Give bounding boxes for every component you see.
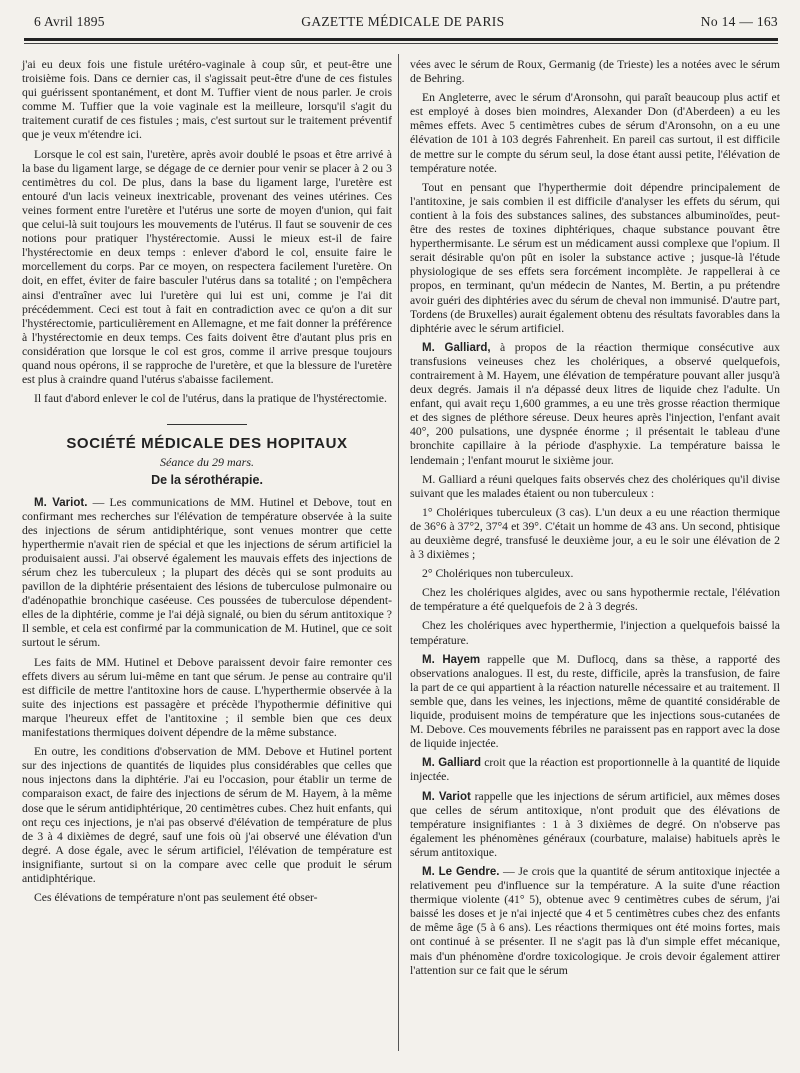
paragraph: Ces élévations de température n'ont pas seulement été obser-: [34, 891, 318, 905]
paragraph: [22, 496, 392, 651]
speaker-name: M. Hayem: [422, 653, 481, 666]
paragraph-text: à propos de la réaction thermique consécutive aux transfusions veineuses chez les cholériques, a observé quelquefois, contrairement à M. Hayem, une élévation de température pouvant aller jusqu'à deux degrés. Jamais il n'a dépassé deux litres de liquide chez l'adulte. Un enfant, qui avait reçu 1,600 grammes, a eu une très grosse réaction thermique et des signes de pléthore séreuse. Deux heures après l'injection, l'enfant avait 40°, 200 pulsations, une dyspnée énorme ; il présentait le tableau d'une bronchite capillaire à la période d'asphyxie. La température baissa le lendemain ; l'enfant mourut le sixième jour.: [410, 340, 780, 467]
column-divider: [398, 54, 399, 1051]
speaker-name: M. Le Gendre.: [422, 865, 500, 878]
header-rule-thin: [24, 43, 778, 44]
paragraph: Les faits de MM. Hutinel et Debove paraissent devoir faire remonter ces effets divers au sérum lui-même en tant que sérum. Je pense au contraire qu'il est difficile de mettre l'antitoxine hors de cause. L'hyperthermie observée à la suite des injections est passagère et précède l'hypothermie définitive qui marque l'heureux effet de l'antitoxine ; il semble bien que ces deux manifestations thermiques doivent dépendre de la même substance.: [22, 655, 392, 740]
speaker-name: M. Galliard,: [422, 341, 491, 354]
paragraph-text: — Les communications de MM. Hutinel et Debove, tout en confirmant mes recherches sur l'élévation de température observée à la suite des injections de sérum antidiphtérique, sont venues montrer que cette hyperthermie n'avait rien de spécial et que les injections de sérum artificiel la produisaient aussi. J'ai observé également les mauvais effets des injections de sérum chez les tuberculeux ; la plupart des décès qui se sont produits au pavillon de la diphtérie présentaient des lésions de tuberculose pulmonaire ou d'adénopathie bronchique caséeuse. Ces poussées de tuberculose dépendent-elles de la diphtérie, comme je l'ai déjà signalé, ou bien du sérum antitoxique ? Il semble, et cela est confirmé par la communication de M. Hutinel, que ce soit surtout le sérum.: [22, 495, 392, 650]
paragraph: j'ai eu deux fois une fistule urétéro-vaginale à coup sûr, et peut-être une troisième fois. Dans ce dernier cas, il s'agissait peut-être d'une de ces fistules qui guérissent spontanément, et dont M. Tuffier vient de nous parler. Je crois comme M. Tuffier que la voie vaginale est la meilleure, lorsqu'il s'agit du traitement curatif de ces fistules ; mais, c'est surtout sur le traitement préventif que je veux m'étendre ici.: [22, 58, 392, 142]
paragraph: vées avec le sérum de Roux, Germanig (de Trieste) les a notées avec le sérum de Behring.: [410, 58, 780, 86]
topic-heading: De la sérothérapie.: [151, 473, 263, 488]
paragraph: [410, 653, 780, 752]
paragraph: En outre, les conditions d'observation de MM. Debove et Hutinel portent sur des injections de quantités de liquides plus considérables que celles que nous injectons dans la diphtérie. J'ai eu l'occasion, pour établir un terme de comparaison exact, de faire des injections de sérum de M. Hayem, à la même dose que le sérum antidiphtérique, 20 centimètres cubes. Chez huit enfants, qui ont reçu ces injections, je n'ai pas observé d'élévation de température de plus de 3 à 4 dixièmes de degré, sauf une fois où j'ai observé une élévation d'un degré. A dose égale, avec le sérum artificiel, l'élévation de température est insignifiante, surtout si on la compare avec celle que produit le sérum antidiphtérique.: [22, 745, 392, 885]
paragraph: Chez les cholériques algides, avec ou sans hypothermie rectale, l'élévation de température a été quelquefois de 2 à 3 degrés.: [410, 586, 780, 614]
paragraph: M. Galliard a réuni quelques faits observés chez des cholériques qu'il divise suivant que les malades étaient ou non tuberculeux :: [410, 472, 780, 500]
paragraph-text: croit que la réaction est proportionnelle à la quantité de liquide injectée.: [410, 756, 780, 784]
session-date: Séance du 29 mars.: [160, 455, 254, 470]
left-column: [22, 58, 392, 910]
page-header: [34, 14, 778, 36]
paragraph: [410, 865, 780, 978]
journal-title: GAZETTE MÉDICALE DE PARIS: [301, 14, 505, 29]
paragraph-text: rappelle que les injections de sérum artificiel, aux mêmes doses que celles de sérum antitoxique, n'ont produit que des élévations de température insignifiantes : 1 à 3 dixièmes de degré. On n'observe pas également les phénomènes généraux (courbature, malaise) habituels après le sérum antitoxique.: [410, 789, 780, 859]
paragraph: Lorsque le col est sain, l'uretère, après avoir doublé le psoas et être arrivé à la base du ligament large, se dégage de ce dernier pour venir se placer à 2 ou 3 centimètres du col. De plus, dans la base du ligament large, l'uretère est entouré d'un lacis veineux inextricable, provenant des veines utérines. Ces veines forment entre l'uretère et l'utérus une sorte de moyen d'union, qui fait que celui-là suit toujours les mouvements de l'utérus. Il faut se souvenir de ces notions pour pratiquer l'hystérectomie. Aussi le mieux est-il de faire l'hystérectomie en deux temps : enlever d'abord le col, ensuite faire le morcellement du corps. Par ce moyen, on respectera facilement l'uretère. On doit, en effet, éviter de faire basculer l'utérus dans sa totalité ; on l'empêchera ainsi d'entraîner avec lui l'uretère qui lui est uni, comme je l'ai dit précédemment. Ceci est tout à fait en contradiction avec ce qu'on a dit sur l'hystérectomie, particulièrement en Allemagne, et me fait donner la préférence à l'hystérectomie en deux temps. Ces faits doivent être d'autant plus pris en considération que lorsque le col est gros, comme il arrive presque toujours quand nous opérons, il se rapproche de l'uretère, et que la blessure de l'uretère est plus à craindre quand l'utérus s'abaisse facilement.: [22, 147, 392, 387]
paragraph: En Angleterre, avec le sérum d'Aronsohn, qui paraît beaucoup plus actif et est employé à doses bien moindres, Alexander Don (d'Aberdeen) a eu les mêmes effets. Avec 5 centimètres cubes de sérum d'Aronsohn, on a eu une élévation de 101 à 103 degrés Fahrenheit. En pareil cas surtout, il est difficile de mettre sur le compte du sérum seul, la dose étant aussi petite, l'élévation de température notée.: [410, 91, 780, 175]
paragraph: Tout en pensant que l'hyperthermie doit dépendre principalement de l'antitoxine, je sais combien il est difficile d'analyser les effets du sérum, qui contient à la fois des substances salines, des substances albuminoïdes, peut-être des restes de toxines diphtériques, chaque substance pouvant être hyperthermisante. Le sérum est un médicament aussi complexe que l'opium. Il serait désirable qu'on pût en isoler la substance active ; jusque-là l'étude physiologique de ses effets sera forcément incomplète. Je rappellerai à ce propos, en terminant, qu'un médecin de Nantes, M. Bertin, a pu prétendre avoir guéri des diphtéries avec du sérum de cheval non immunisé. D'autre part, Tordens (de Bruxelles) aurait également obtenu des résultats favorables dans la diphtérie avec le sérum artificiel.: [410, 180, 780, 335]
section-title: SOCIÉTÉ MÉDICALE DES HOPITAUX: [66, 435, 348, 453]
issue-date: 6 Avril 1895: [34, 14, 105, 29]
section-divider: [167, 424, 247, 425]
speaker-name: M. Variot: [422, 790, 471, 803]
speaker-name: M. Variot.: [34, 496, 88, 509]
paragraph: [410, 790, 780, 860]
right-column: [410, 58, 780, 983]
paragraph: Il faut d'abord enlever le col de l'utérus, dans la pratique de l'hystérectomie.: [34, 392, 387, 406]
paragraph-text: rappelle que M. Duflocq, dans sa thèse, a rapporté des observations analogues. Il est, du reste, difficile, après la transfusion, de faire la part de ce qui appartient à la réaction naturelle nécessaire et au traitement. Il semble que, dans les veines, les injections, même de quantité considérable de liquide, produisent moins de température que les injections sous-cutanées de M. Debove. Ces mouvements fébriles ne paraissent pas en rapport avec la dose de liquide injectée.: [410, 652, 780, 751]
paragraph: 1° Cholériques tuberculeux (3 cas). L'un deux a eu une réaction thermique de 36°6 à 37°2, 37°4 et 39°. C'était un homme de 43 ans. Un second, phtisique au deuxième degré, transfusé le deuxième jour, a eu le soir une élévation de 2 à 3 dixièmes ;: [410, 505, 780, 562]
header-rule-thick: [24, 38, 778, 41]
paragraph: [410, 756, 780, 784]
paragraph: [410, 341, 780, 468]
speaker-name: M. Galliard: [422, 757, 482, 770]
paragraph: Chez les cholériques avec hyperthermie, l'injection a quelquefois baissé la température.: [410, 619, 780, 647]
paragraph: 2° Cholériques non tuberculeux.: [422, 567, 574, 581]
paragraph-text: — Je crois que la quantité de sérum antitoxique injectée a relativement peu d'influence sur la température. A la suite d'une réaction thermique violente (41° 5), obtenue avec 9 centimètres cubes de sérum, j'ai baissé les doses et je n'ai injecté que 4 et 5 centimètres cubes chez des enfants de même âge (5 à 6 ans). Les réactions thermiques ont été moins fortes, mais ont continué à se présenter. Il ne s'agit pas là d'un simple effet mécanique, mais d'un phénomène d'ordre toxicologique. Je crois devoir également attirer l'attention sur ce fait que le sérum: [410, 864, 780, 977]
page-number: No 14 — 163: [700, 14, 778, 29]
